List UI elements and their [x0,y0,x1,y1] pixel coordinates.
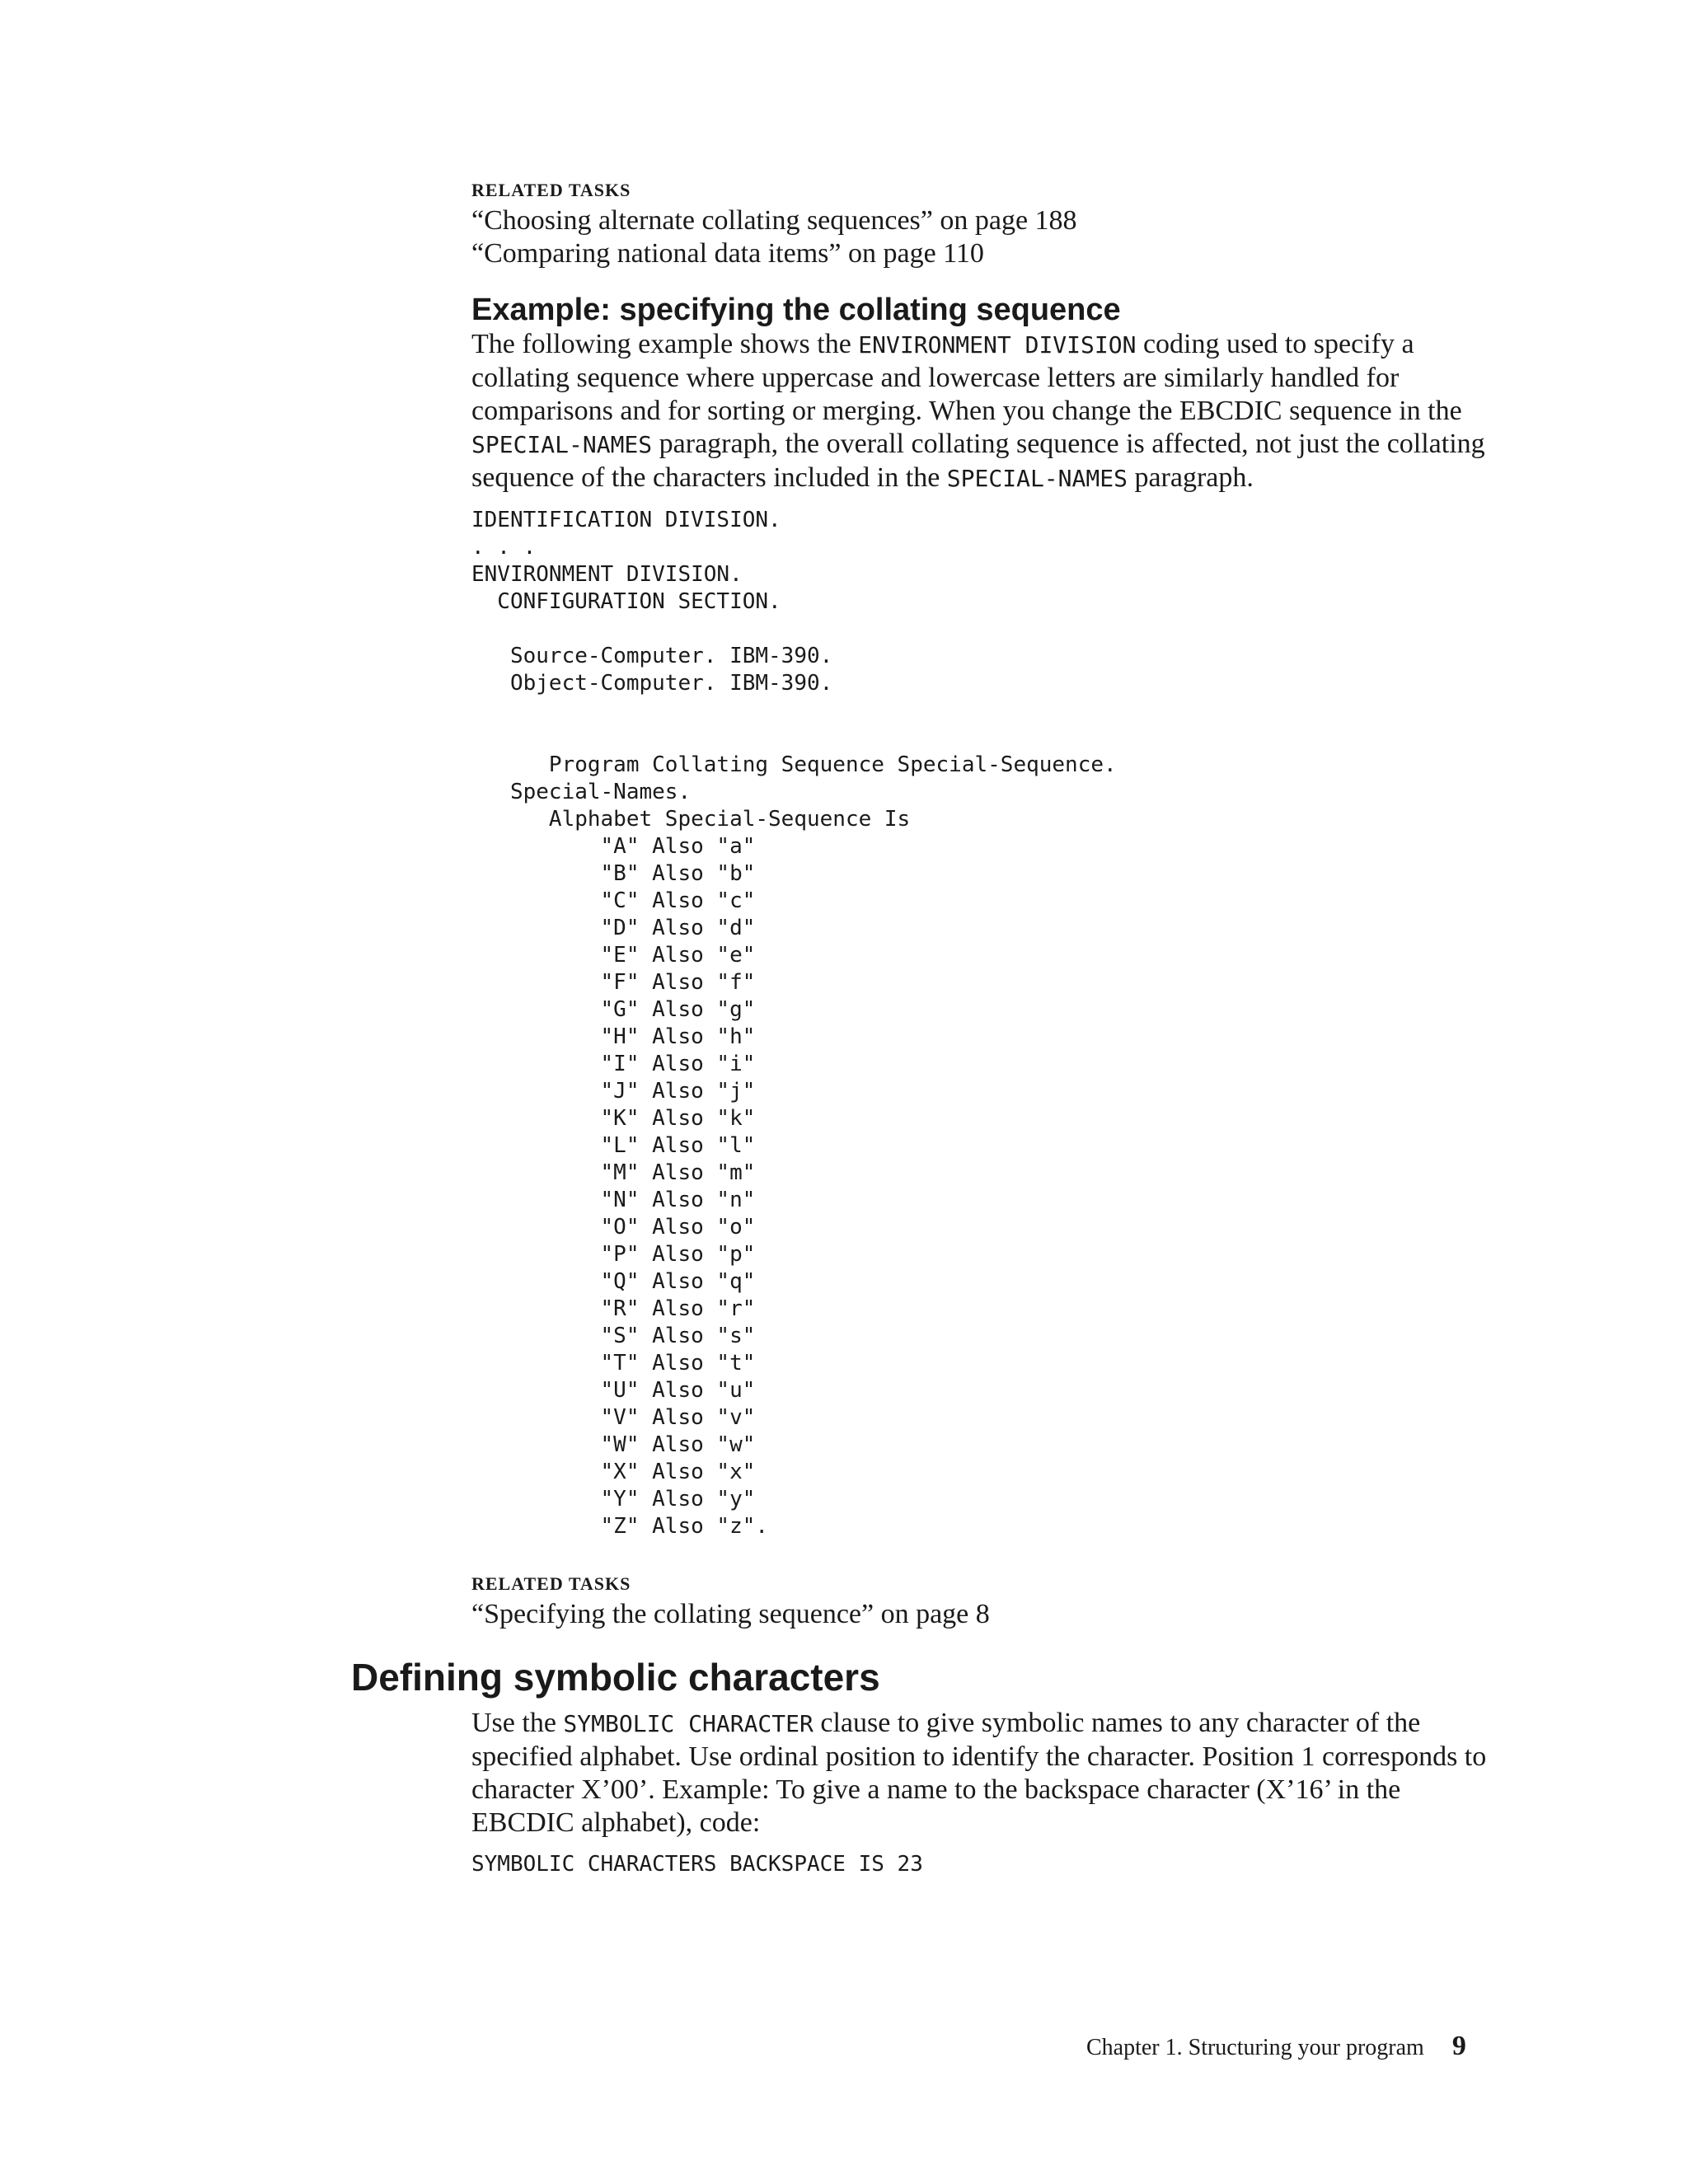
text-run: coding used to specify a collating sequence where uppercase and lowercase letters are similarly handled for comparisons and for sorting or merging. When you change the EBCDIC sequence in the [471,329,1462,426]
related-task-link[interactable]: “Specifying the collating sequence” on page 8 [471,1599,990,1629]
text-run: Use the [471,1708,564,1738]
text-run: paragraph. [1127,462,1254,493]
inline-code: SYMBOLIC CHARACTER [563,1710,814,1737]
inline-code: ENVIRONMENT DIVISION [858,331,1137,359]
symbolic-paragraph [471,1707,1502,1840]
page-footer [1086,2031,1466,2062]
page-number: 9 [1451,2031,1466,2061]
cobol-code-block: IDENTIFICATION DIVISION. . . . ENVIRONMENT DIVISION. CONFIGURATION SECTION. Source-Computer. IBM-390. Object-Computer. IBM-390. Program Collating Sequence Special-Sequence. Special-Names. Alphabet Special-Sequence Is "A" Also "a" "B" Also "b" "C" Also "c" "D" Also "d" "E" Also "e" "F" Also "f" "G" Also "g" "H" Also "h" "I" Also "i" "J" Also "j" "K" Also "k" "L" Also "l" "M" Also "m" "N" Also "n" "O" Also "o" "P" Also "p" "Q" Also "q" "R" Also "r" "S" Also "s" "T" Also "t" "U" Also "u" "V" Also "v" "W" Also "w" "X" Also "x" "Y" Also "y" "Z" Also "z". [471,508,1117,1539]
related-task-link[interactable]: “Choosing alternate collating sequences” on page 188 [471,205,1077,236]
example-heading: Example: specifying the collating sequence [471,293,1121,327]
example-paragraph [471,328,1502,495]
page-content [351,180,1502,1878]
inline-code: SPECIAL-NAMES [471,431,653,458]
related-tasks-section-2 [471,1573,1502,1631]
text-run: The following example shows the [471,329,859,359]
related-tasks-section-1 [471,180,1502,270]
related-task-link[interactable]: “Comparing national data items” on page 110 [471,238,984,269]
related-tasks-label: RELATED TASKS [471,1573,631,1594]
text-run: paragraph, the overall collating sequence is affected, not just the collating sequence of the characters included in the [471,429,1485,493]
chapter-title: Chapter 1. Structuring your program [1086,2035,1424,2060]
related-tasks-label: RELATED TASKS [471,180,631,200]
text-run: clause to give symbolic names to any character of the specified alphabet. Use ordinal position to identify the character. Position 1 corresponds to character X’00’. Example: To give a name to the backspace character (X’16’ in the EBCDIC alphabet), code: [471,1708,1487,1838]
section-heading: Defining symbolic characters [351,1656,880,1699]
inline-code: SPECIAL-NAMES [946,465,1128,492]
symbolic-code-block: SYMBOLIC CHARACTERS BACKSPACE IS 23 [471,1852,923,1877]
